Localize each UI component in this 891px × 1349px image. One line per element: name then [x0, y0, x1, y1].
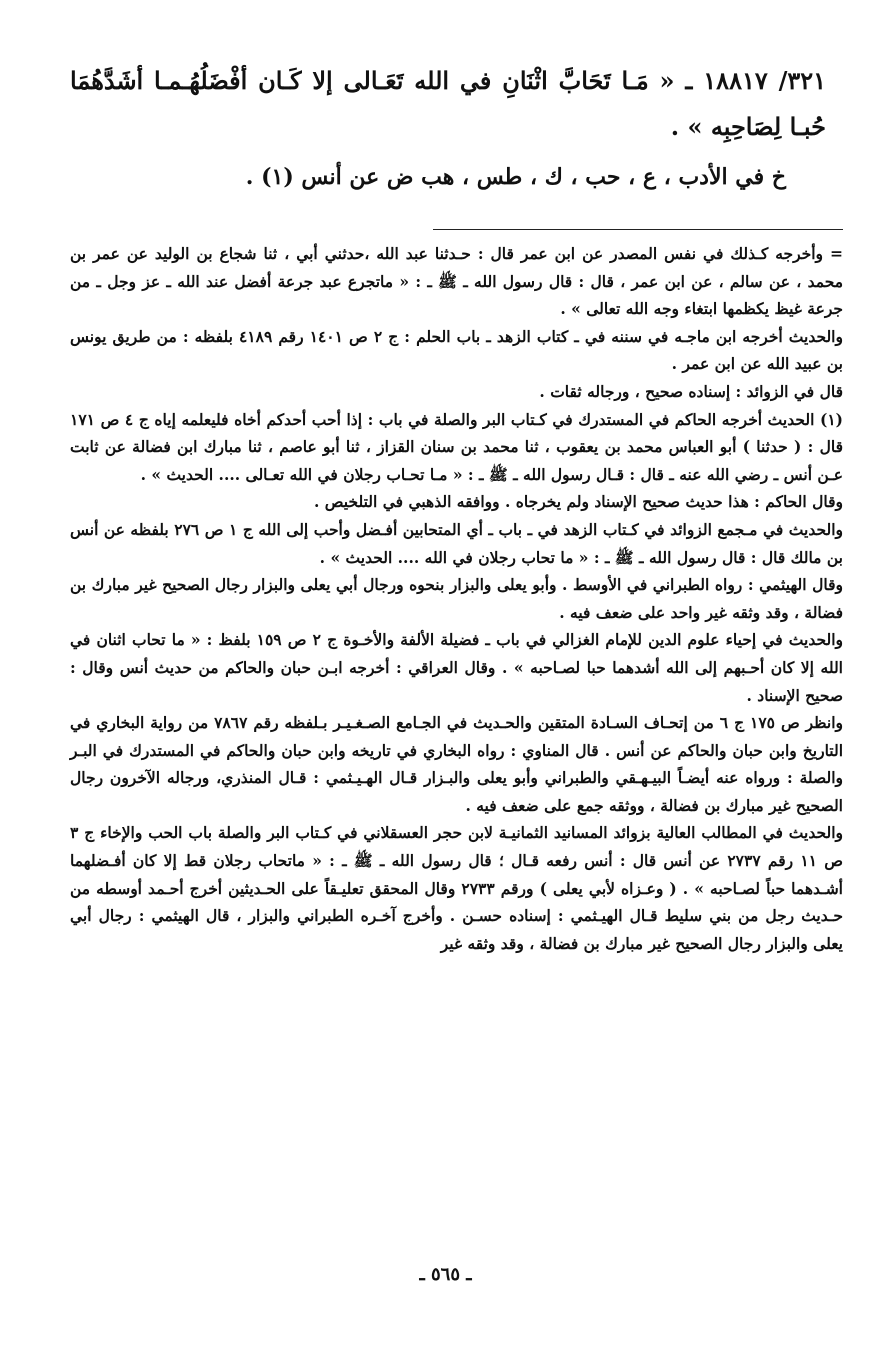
footnote-paragraph: والحديث في إحياء علوم الدين للإمام الغزالي في باب ـ فضيلة الألفة والأخـوة ج ٢ ص ١٥٩ بلفظ : « ما تحاب اثنان في الله إلا كان أحـبهم إلى الله أشدهما حبا لصـاحبه » . وقال العراقي : أخرجه ابـن حبان والحاكم من حديث أنس وقال : صحيح الإسناد . — [70, 630, 843, 705]
footnote-paragraph: والحديث في مـجمع الزوائد في كـتاب الزهد في ـ باب ـ أي المتحابين أفـضل وأحب إلى الله ج ١ ص ٢٧٦ بلفظه عن أنس بن مالك قال : قال رسول الله ـ ﷺ ـ : « ما تحاب رجلان في الله .... الحديث » . — [70, 519, 843, 567]
footnotes — [70, 240, 843, 957]
footnote-paragraph: وقال الحاكم : هذا حديث صحيح الإسناد ولم يخرجاه . ووافقه الذهبي في التلخيص . — [314, 492, 843, 512]
footnote-1: (١) الحديث أخرجه الحاكم في المستدرك في كـتاب البر والصلة في باب : إذا أحب أحدكم أخاه فليعلمه إياه ج ٤ ص ١٧١ قال : ( حدثنا ) أبو العباس محمد بن يعقوب ، ثنا محمد بن سنان القزاز ، ثنا أبو عاصم ، ثنا مبارك ابن فضالة عن ثابت عـن أنس ـ رضي الله عنه ـ قال : قـال رسول الله ـ ﷺ ـ : « مـا تحـاب رجلان في الله تعـالى .... الحديث » . — [70, 409, 843, 484]
footnote-paragraph: = وأخرجه كـذلك في نفس المصدر عن ابن عمر قال : حـدثنا عبد الله ،حدثني أبي ، ثنا شجاع بن الوليد عن عمر بن محمد ، عن سالم ، عن ابن عمر ، قال : قال رسول الله ـ ﷺ ـ : « ماتجرع عبد جرعة أفضل عند الله ـ عز وجل ـ من جرعة غيظ يكظمها ابتغاء وجه الله تعالى » . — [70, 244, 843, 319]
hadith-block — [70, 58, 826, 200]
footnote-paragraph: والحديث في المطالب العالية بزوائد المسانيد الثمانيـة لابن حجر العسقلاني في كـتاب البر والصلة باب الحب والإخاء ج ٣ ص ١١ رقم ٢٧٣٧ عن أنس قال : أنس رفعه قـال ؛ قال رسول الله ـ ﷺ ـ : « ماتحاب رجلان قط إلا كان أفـضلهما أشـدهما حباً لصـاحبه » . ( وعـزاه لأبي يعلى ) ورقم ٢٧٣٣ وقال المحقق تعليـقاً على الحـديثين أخرج أحـمد أوسطه من حـديث رجل من بني سليط قـال الهيـثمي : إسناده حسـن . وأخرج آخـره الطبراني والبزار ، قال الهيثمي : رجال أبي يعلى والبزار رجال الصحيح غير مبارك بن فضالة ، وقد وثقه غير — [70, 823, 843, 953]
footnote-paragraph: قال في الزوائد : إسناده صحيح ، ورجاله ثقات . — [539, 381, 843, 401]
hadith-takhrij: خ في الأدب ، ع ، حب ، ك ، طس ، هب ض عن أنس (١) . — [245, 164, 786, 190]
footnote-paragraph: وانظر ص ١٧٥ ج ٦ من إتحـاف السـادة المتقين والحـديث في الجـامع الصـغـيـر بـلفظه رقم ٧٨٦٧ من رواية البخاري في التاريخ وابن حبان والحاكم عن أنس . قال المناوي : رواه البخاري في تاريخه وابن حبان والحاكم في المستدرك في البـر والصلة : ورواه عنه أيضـاً البيـهـقي والطبراني وأبو يعلى والبـزار قـال الهـيـثمي : قـال المنذري، ورجاله الآخرون رجال الصحيح غير مبارك بن فضالة ، ووثقه جمع على ضعف فيه . — [70, 713, 843, 815]
footnote-paragraph: والحديث أخرجه ابن ماجـه في سننه في ـ كتاب الزهد ـ باب الحلم : ج ٢ ص ١٤٠١ رقم ٤١٨٩ بلفظه : من طريق يونس بن عبيد الله عن ابن عمر . — [70, 326, 843, 374]
footnote-paragraph: وقال الهيثمي : رواه الطبراني في الأوسط . وأبو يعلى والبزار بنحوه ورجال أبي يعلى والبزار رجال الصحيح غير مبارك بن فضالة ، وقد وثقه غير واحد على ضعف فيه . — [70, 575, 843, 622]
hadith-text: ٣٢١/ ١٨٨١٧ ـ « مَـا تَحَابَّ اثْنَانِ في الله تَعَـالى إلا كَـان أفْضَلُهُـمـا أشَدَّهُمَا حُبـا لِصَاحِبِه » . — [70, 66, 827, 141]
page-number: ـ ٥٦٥ ـ — [419, 1264, 472, 1285]
footnote-divider — [433, 229, 843, 230]
